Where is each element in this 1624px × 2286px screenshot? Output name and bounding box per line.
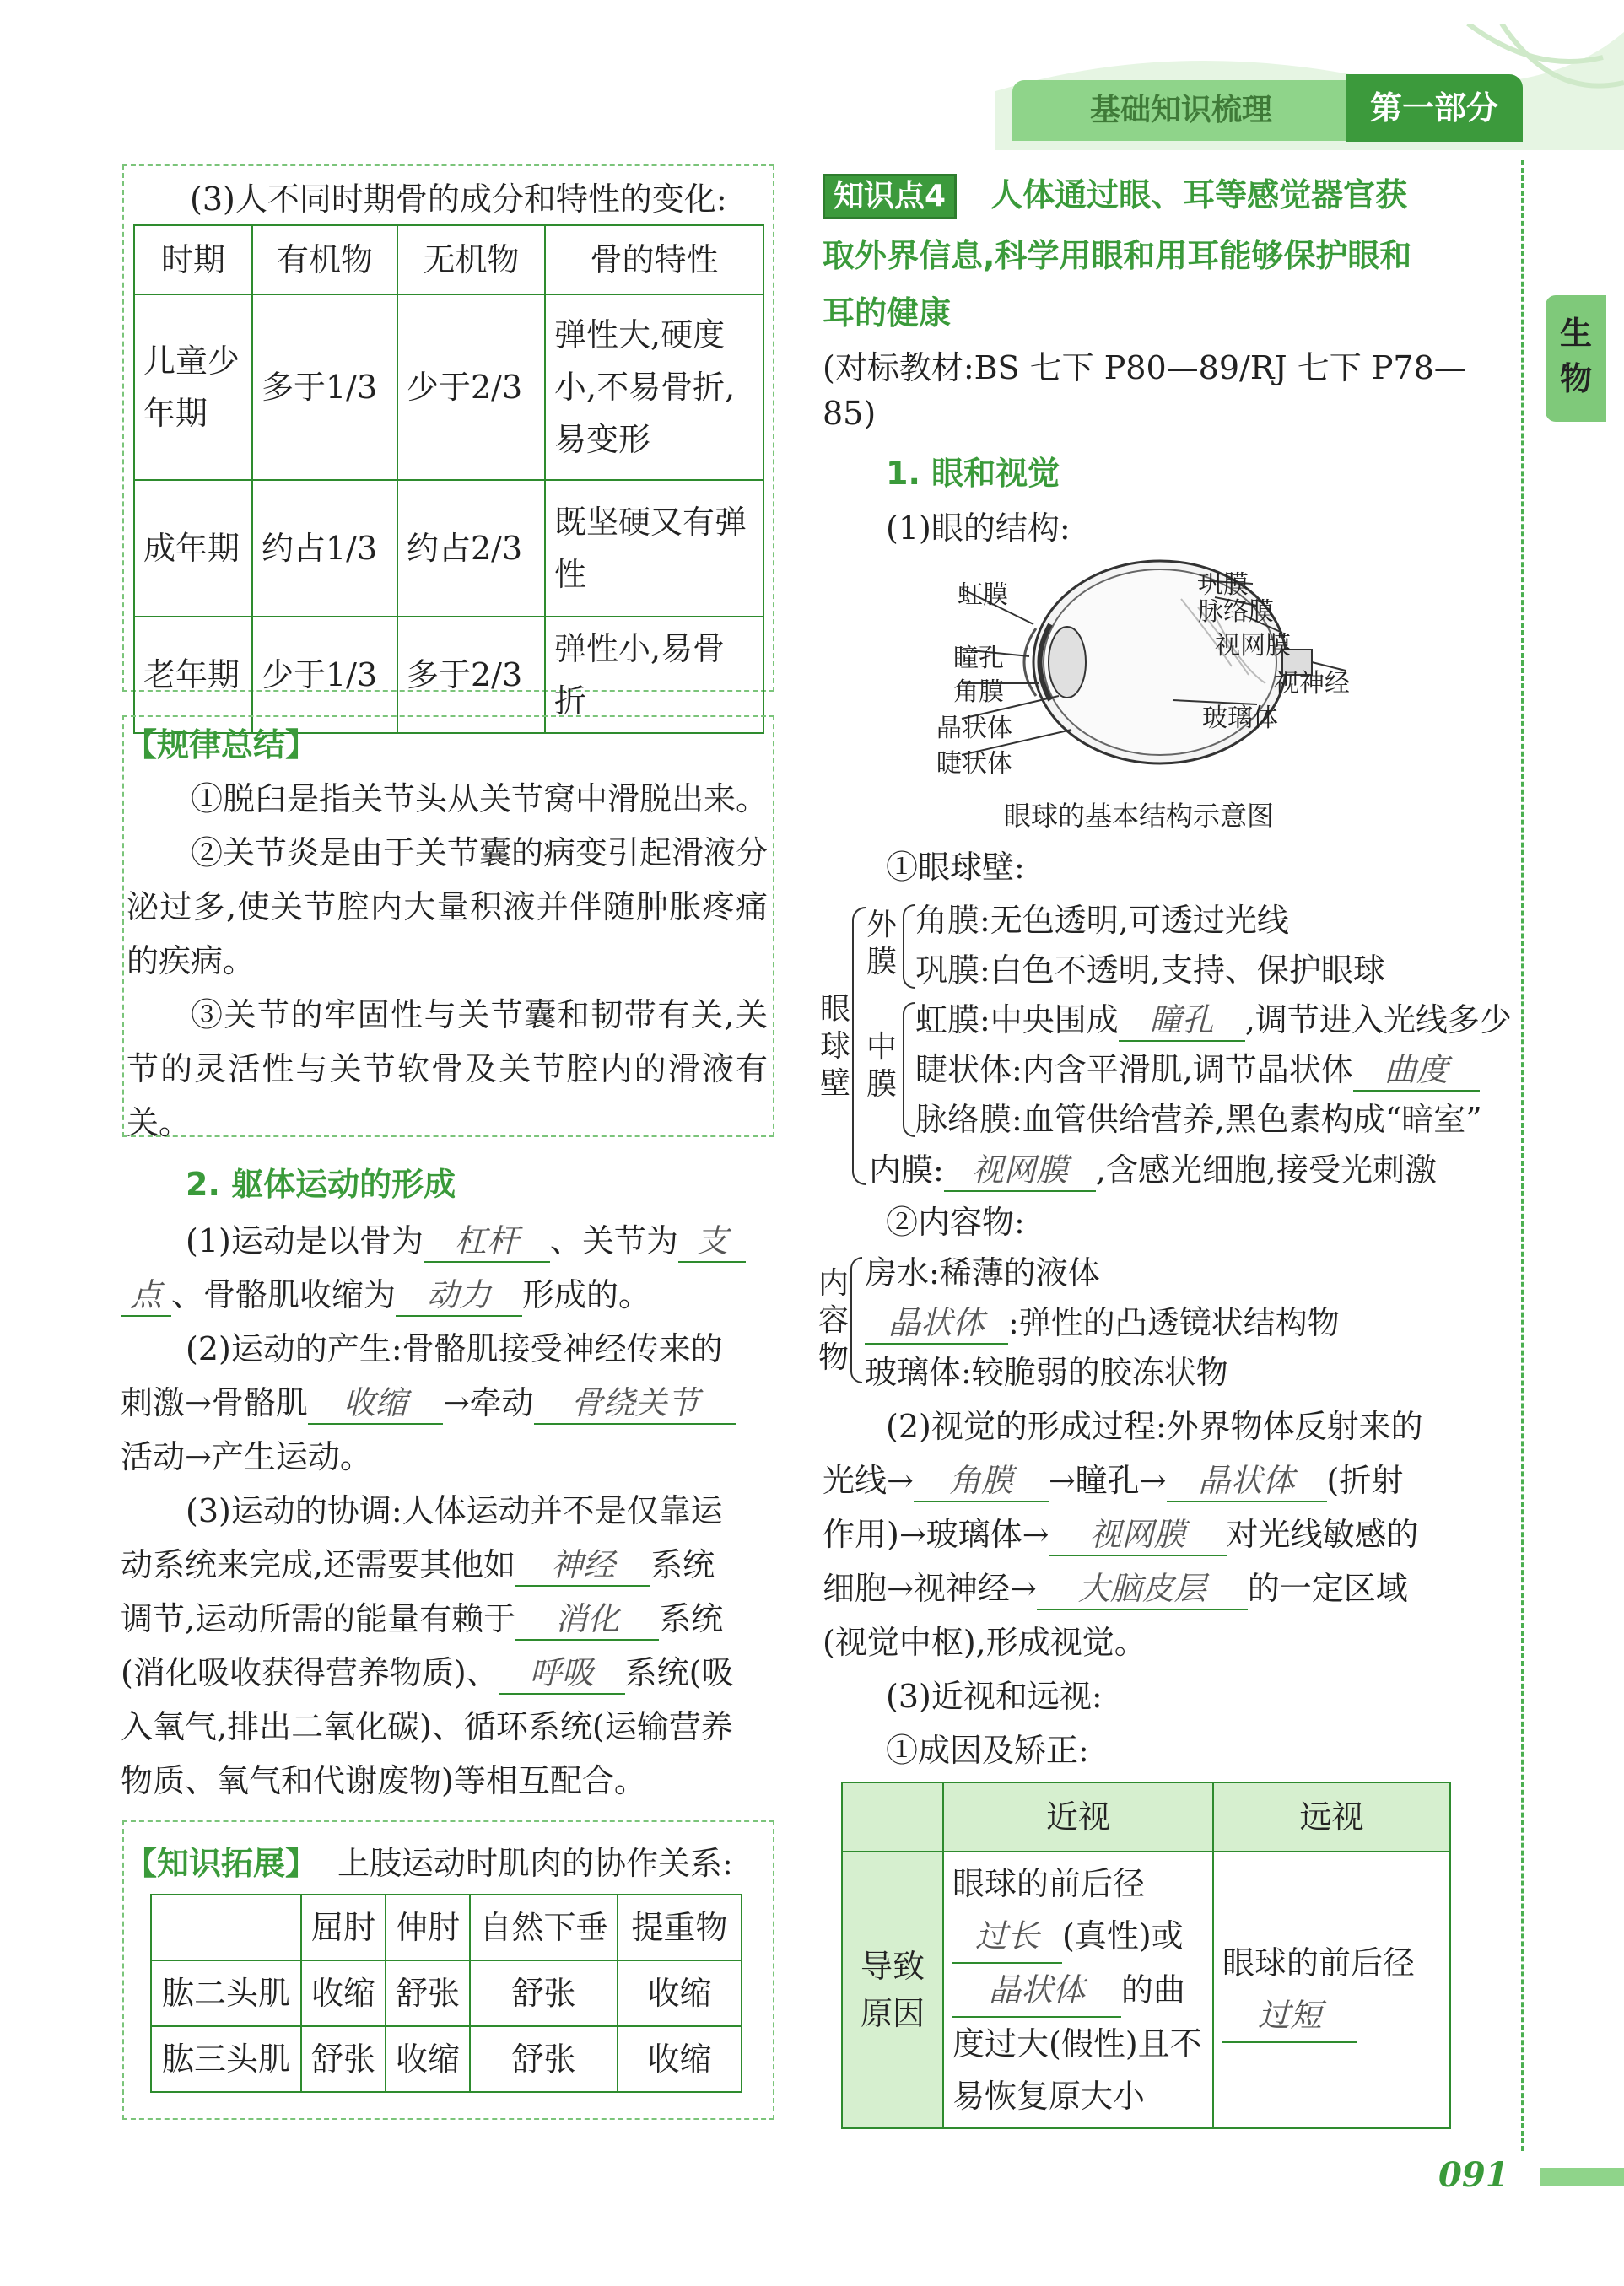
vision-text: 细胞→视神经→ xyxy=(823,1570,1037,1607)
eye-structure-title: (1)眼的结构: xyxy=(886,509,1071,547)
content-item: 房水:稀薄的液体 xyxy=(865,1254,1100,1291)
motion-text: 形成的。 xyxy=(522,1276,651,1313)
muscle-table xyxy=(150,1894,742,2093)
motion-text: 系统 xyxy=(659,1600,724,1637)
cell-text: 易恢复原大小 xyxy=(952,2078,1146,2115)
bone-cell: 多于2/3 xyxy=(397,617,545,733)
diagram-caption: 眼球的基本结构示意图 xyxy=(1004,800,1275,832)
answer-blank: 视网膜 xyxy=(1049,1508,1227,1556)
cell-text: 眼球的前后径 xyxy=(1222,1944,1416,1981)
reference: 85) xyxy=(823,395,877,432)
wall-title: ①眼球壁: xyxy=(886,849,1025,886)
bone-table-caption: (3)人不同时期骨的成分和特性的变化: xyxy=(190,181,727,218)
motion-text: 、关节为 xyxy=(549,1222,678,1259)
muscle-cell: 舒张 xyxy=(470,1960,618,2026)
table-row xyxy=(842,1852,1450,2128)
reference: (对标教材:BS 七下 P80—89/RJ 七下 P78— xyxy=(823,349,1466,386)
muscle-cell: 收缩 xyxy=(301,1960,386,2026)
vision-text: 对光线敏感的 xyxy=(1226,1516,1419,1553)
margin-divider xyxy=(1521,160,1524,2151)
outer-brace xyxy=(903,904,915,989)
myopia-far-cell xyxy=(1213,1852,1450,2128)
table-row xyxy=(151,2026,742,2092)
muscle-header xyxy=(151,1895,301,1960)
answer-blank: 杠杆 xyxy=(424,1215,550,1263)
motion-text: 物质、氧气和代谢废物)等相互配合。 xyxy=(121,1762,646,1799)
bone-table xyxy=(133,224,764,734)
answer-blank: 消化 xyxy=(515,1593,659,1641)
bone-cell: 少于2/3 xyxy=(397,294,545,480)
summary-p3: ③关节的牢固性与关节囊和韧带有关,关节的灵活性与关节软骨及关节腔内的滑液有关。 xyxy=(127,996,768,1141)
answer-blank: 支 xyxy=(678,1215,746,1263)
content-brace xyxy=(850,1257,862,1383)
muscle-header: 屈肘 xyxy=(301,1895,386,1960)
middle-item: 虹膜:中央围成 xyxy=(915,1001,1119,1038)
answer-blank: 神经 xyxy=(515,1539,650,1587)
myopia-header-empty xyxy=(842,1782,943,1852)
label-optic-nerve: 视神经 xyxy=(1274,669,1350,698)
middle-brace xyxy=(903,1002,915,1137)
muscle-header: 伸肘 xyxy=(386,1895,470,1960)
vision-text: 作用)→玻璃体→ xyxy=(823,1516,1049,1553)
myopia-header: 远视 xyxy=(1213,1782,1450,1852)
muscle-cell: 收缩 xyxy=(618,1960,742,2026)
outer-item: 巩膜:白色不透明,支持、保护眼球 xyxy=(915,952,1385,989)
answer-blank: 骨绕关节 xyxy=(534,1377,736,1425)
motion-text: (1)运动是以骨为 xyxy=(186,1222,424,1259)
content-title: ②内容物: xyxy=(886,1204,1025,1241)
myopia-row-label: 导致原因 xyxy=(842,1852,943,2128)
middle-item: 脉络膜:血管供给营养,黑色素构成“暗室” xyxy=(915,1101,1482,1138)
outer-label: 外膜 xyxy=(866,908,897,979)
muscle-cell: 收缩 xyxy=(386,2026,470,2092)
wall-brace xyxy=(852,907,866,1185)
label-lens: 晶状体 xyxy=(936,714,1012,743)
label-ciliary: 睫状体 xyxy=(936,749,1012,779)
summary-title: 【规律总结】 xyxy=(125,726,318,763)
cell-text: 的曲 xyxy=(1121,1971,1186,2008)
extension-title: 【知识拓展】 xyxy=(125,1845,318,1882)
label-iris: 虹膜 xyxy=(958,580,1008,610)
page-number: 091 xyxy=(1438,2155,1509,2195)
answer-blank: 瞳孔 xyxy=(1119,994,1245,1042)
knowledge-point-badge: 知识点4 xyxy=(823,174,957,219)
label-pupil: 瞳孔 xyxy=(953,644,1004,673)
middle-item: 睫状体:内含平滑肌,调节晶状体 xyxy=(915,1051,1353,1088)
muscle-header: 自然下垂 xyxy=(470,1895,618,1960)
table-row xyxy=(134,480,763,617)
label-vitreous: 玻璃体 xyxy=(1202,704,1278,733)
answer-blank: 晶状体 xyxy=(952,1964,1121,2018)
answer-blank: 曲度 xyxy=(1353,1043,1480,1092)
vision-text: 的一定区域 xyxy=(1247,1570,1408,1607)
answer-blank: 收缩 xyxy=(308,1377,443,1425)
cell-text: (真性)或 xyxy=(1062,1917,1184,1954)
motion-text: 入氧气,排出二氧化碳)、循环系统(运输营养 xyxy=(121,1708,733,1745)
motion-text: (2)运动的产生:骨骼肌接受神经传来的 xyxy=(186,1330,723,1367)
answer-blank: 过长 xyxy=(952,1910,1062,1964)
motion-title: 2. 躯体运动的形成 xyxy=(186,1166,456,1203)
answer-blank: 动力 xyxy=(396,1269,522,1317)
eye-title: 1. 眼和视觉 xyxy=(886,455,1060,492)
bone-cell: 多于1/3 xyxy=(252,294,397,480)
label-sclera: 巩膜 xyxy=(1198,570,1249,600)
inner-item: 内膜: xyxy=(869,1151,944,1189)
muscle-cell: 舒张 xyxy=(470,2026,618,2092)
answer-blank: 过短 xyxy=(1222,1989,1357,2043)
inner-item: ,含感光细胞,接受光刺激 xyxy=(1095,1151,1437,1189)
bone-cell: 儿童少年期 xyxy=(134,294,252,480)
answer-blank: 晶状体 xyxy=(865,1297,1008,1345)
cell-text: 眼球的前后径 xyxy=(952,1865,1146,1902)
cause-title: ①成因及矫正: xyxy=(886,1732,1089,1769)
answer-blank: 角膜 xyxy=(914,1454,1049,1502)
summary-p2: ②关节炎是由于关节囊的病变引起滑液分泌过多,使关节腔内大量积液并伴随肿胀疼痛的疾病。 xyxy=(127,834,769,979)
table-row xyxy=(134,294,763,480)
myopia-header: 近视 xyxy=(943,1782,1213,1852)
content-label: 内容物 xyxy=(817,1266,849,1375)
kp-title: 取外界信息,科学用眼和用耳能够保护眼和 xyxy=(823,237,1412,274)
page-bar xyxy=(1540,2168,1624,2186)
label-retina: 视网膜 xyxy=(1215,631,1291,660)
muscle-cell: 收缩 xyxy=(618,2026,742,2092)
kp-title: 人体通过眼、耳等感觉器官获 xyxy=(990,176,1408,213)
bone-header: 无机物 xyxy=(397,225,545,294)
outer-item: 角膜:无色透明,可透过光线 xyxy=(915,902,1289,939)
wall-label: 眼球壁 xyxy=(819,992,850,1101)
label-choroid: 脉络膜 xyxy=(1198,597,1274,627)
bone-cell: 既坚硬又有弹性 xyxy=(545,480,763,617)
kp-title: 耳的健康 xyxy=(823,294,952,332)
motion-text: (消化吸收获得营养物质)、 xyxy=(121,1654,499,1691)
bone-cell: 老年期 xyxy=(134,617,252,733)
answer-blank: 晶状体 xyxy=(1167,1454,1327,1502)
motion-text: 刺激→骨骼肌 xyxy=(121,1384,308,1421)
myopia-table xyxy=(841,1782,1451,2129)
vision-text: (折射 xyxy=(1326,1462,1404,1499)
bone-header: 有机物 xyxy=(252,225,397,294)
myopia-near-cell xyxy=(943,1852,1213,2128)
label-cornea: 角膜 xyxy=(953,677,1004,707)
part-header: 第一部分 xyxy=(1346,74,1523,142)
subject-tab[interactable] xyxy=(1546,295,1606,422)
muscle-cell: 肱二头肌 xyxy=(151,1960,301,2026)
muscle-cell: 肱三头肌 xyxy=(151,2026,301,2092)
bone-cell: 约占1/3 xyxy=(252,480,397,617)
motion-text: 、骨骼肌收缩为 xyxy=(171,1276,397,1313)
bone-cell: 成年期 xyxy=(134,480,252,617)
answer-blank: 点 xyxy=(121,1269,171,1317)
motion-text: 动系统来完成,还需要其他如 xyxy=(121,1546,516,1583)
answer-blank: 大脑皮层 xyxy=(1037,1562,1248,1610)
summary-p1: ①脱臼是指关节头从关节窝中滑脱出来。 xyxy=(191,780,769,817)
motion-text: 系统(吸 xyxy=(624,1654,734,1691)
table-row xyxy=(151,1960,742,2026)
content-item: 玻璃体:较脆弱的胶冻状物 xyxy=(865,1354,1228,1391)
motion-text: (3)运动的协调:人体运动并不是仅靠运 xyxy=(186,1492,723,1529)
motion-text: 系统 xyxy=(650,1546,715,1583)
muscle-header: 提重物 xyxy=(618,1895,742,1960)
muscle-cell: 舒张 xyxy=(301,2026,386,2092)
middle-label: 中膜 xyxy=(866,1030,897,1102)
cell-text: 度过大(假性)且不 xyxy=(952,2025,1202,2062)
answer-blank: 呼吸 xyxy=(499,1647,625,1695)
myopia-title: (3)近视和远视: xyxy=(886,1678,1103,1715)
vision-text: (2)视觉的形成过程:外界物体反射来的 xyxy=(886,1408,1423,1445)
answer-blank: 视网膜 xyxy=(944,1144,1096,1192)
vision-text: (视觉中枢),形成视觉。 xyxy=(823,1624,1147,1661)
middle-item: ,调节进入光线多少 xyxy=(1244,1001,1512,1038)
bone-cell: 弹性大,硬度小,不易骨折,易变形 xyxy=(545,294,763,480)
motion-text: 调节,运动所需的能量有赖于 xyxy=(121,1600,516,1637)
extension-subtitle: 上肢运动时肌肉的协作关系: xyxy=(337,1845,733,1882)
bone-cell: 约占2/3 xyxy=(397,480,545,617)
bone-header: 时期 xyxy=(134,225,252,294)
subject-tab-label: 生物 xyxy=(1559,315,1592,397)
muscle-cell: 舒张 xyxy=(386,1960,470,2026)
vision-text: 光线→ xyxy=(823,1462,914,1499)
bone-cell: 弹性小,易骨折 xyxy=(545,617,763,733)
motion-text: 活动→产生运动。 xyxy=(121,1438,372,1475)
bone-header: 骨的特性 xyxy=(545,225,763,294)
motion-text: →牵动 xyxy=(442,1384,534,1421)
content-item: :弹性的凸透镜状结构物 xyxy=(1008,1304,1340,1341)
section-header: 基础知识梳理 xyxy=(1012,80,1350,141)
bone-cell: 少于1/3 xyxy=(252,617,397,733)
vision-text: →瞳孔→ xyxy=(1048,1462,1167,1499)
